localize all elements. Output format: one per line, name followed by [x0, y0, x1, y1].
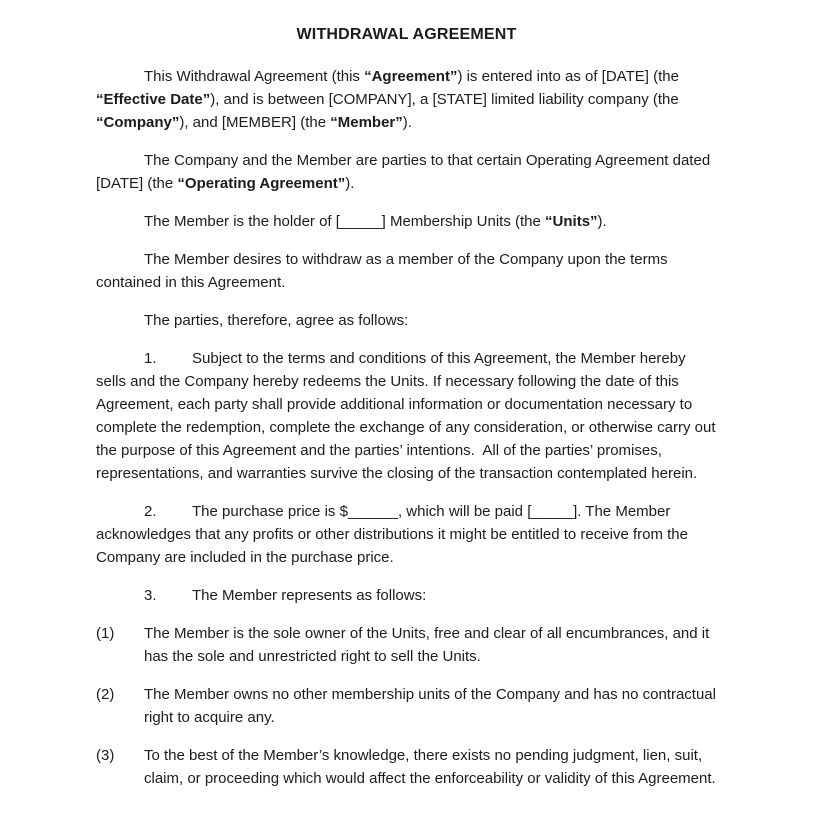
section-number: 1. [144, 350, 157, 367]
paragraph-recital-operating-agreement [96, 149, 717, 195]
list-marker: (3) [96, 747, 115, 764]
paragraph-text: The Member desires to withdraw as a member of the Company upon the terms contained in this Agreement. [96, 251, 672, 291]
paragraph-text: To the best of the Member’s knowledge, there exists no pending judgment, lien, suit, claim, or proceeding which would affect the enforceability or validity of this Agreement. [144, 747, 716, 787]
paragraph-text: This Withdrawal Agreement (this “Agreement”) is entered into as of [DATE] (the “Effective Date”), and is between [COMPANY], a [STATE] limited liability company (the “Company”), and [MEMBER] (the “Member”). [96, 68, 684, 131]
representation-item-3 [96, 744, 717, 790]
representation-item-1 [96, 622, 717, 668]
representation-item-2 [96, 683, 721, 729]
list-marker: (1) [96, 625, 115, 642]
list-marker: (2) [96, 686, 115, 703]
section-2 [96, 500, 717, 569]
paragraph-text: The Company and the Member are parties to that certain Operating Agreement dated [DATE] (the “Operating Agreement”). [96, 152, 715, 192]
section-number: 3. [144, 587, 157, 604]
paragraph-recital-withdrawal [96, 248, 717, 294]
paragraph-text: The Member owns no other membership units of the Company and has no contractual right to acquire any. [144, 686, 721, 726]
section-number: 2. [144, 503, 157, 520]
paragraph-agree-as-follows [96, 309, 717, 332]
paragraph-text: Subject to the terms and conditions of this Agreement, the Member hereby sells and the Company hereby redeems the Units. If necessary following the date of this Agreement, each party shall provide additional information or documentation necessary to complete the redemption, complete the exchange of any consideration, or otherwise carry out the purpose of this Agreement and the parties’ intentions. All of the parties’ promises, representations, and warranties survive the closing of the transaction contemplated herein. [96, 350, 720, 482]
paragraph-text: The parties, therefore, agree as follows: [144, 312, 409, 329]
section-1 [96, 347, 720, 485]
paragraph-text: The purchase price is $______, which will be paid [_____]. The Member acknowledges that any profits or other distributions it might be entitled to receive from the Company are included in the purchase price. [96, 503, 693, 566]
document-title: WITHDRAWAL AGREEMENT [296, 26, 517, 43]
paragraph-recital-parties [96, 65, 717, 134]
paragraph-recital-units [96, 210, 717, 233]
paragraph-text: The Member represents as follows: [192, 587, 427, 604]
paragraph-text: The Member is the holder of [_____] Membership Units (the “Units”). [144, 213, 607, 230]
section-3 [96, 584, 717, 607]
paragraph-text: The Member is the sole owner of the Units, free and clear of all encumbrances, and it has the sole and unrestricted right to sell the Units. [144, 625, 714, 665]
